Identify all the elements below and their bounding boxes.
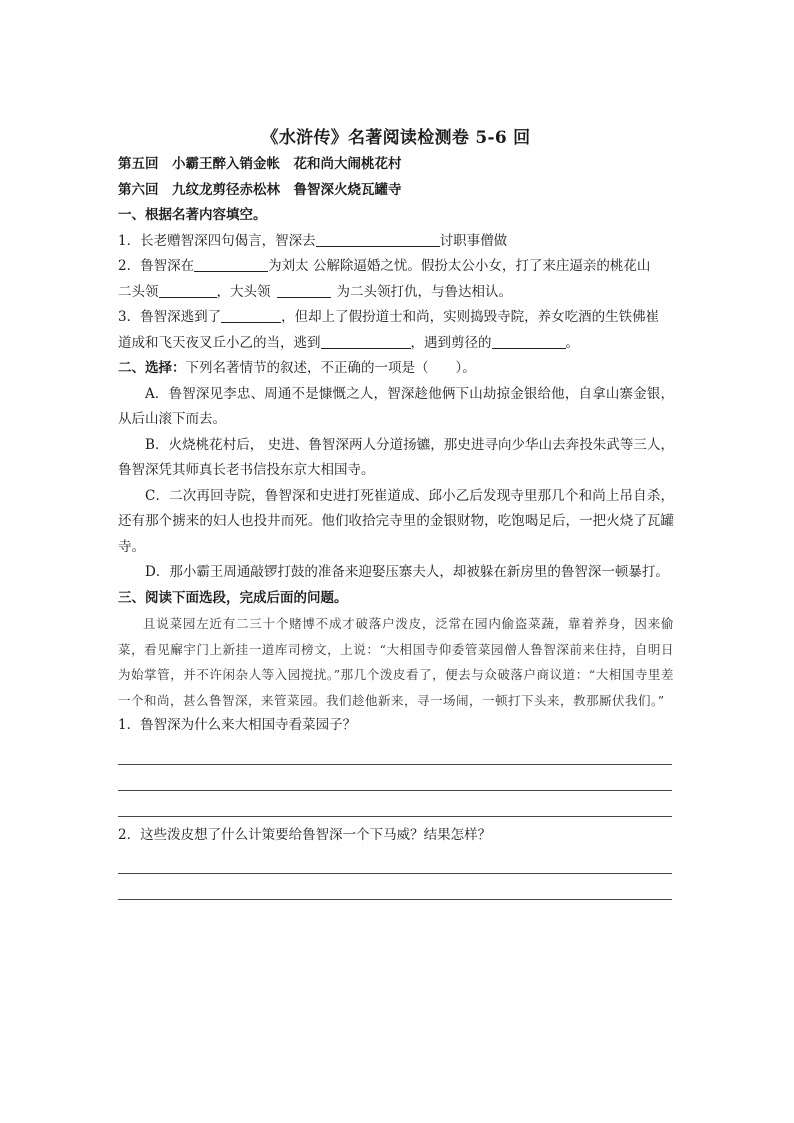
- worksheet-content: [118, 126, 674, 900]
- q1-2-text-d: ，大头领: [216, 283, 271, 300]
- q1-2-text-e: 为二头领打仇，与鲁达相认。: [336, 283, 512, 300]
- answer-line[interactable]: [118, 791, 672, 817]
- reading-passage: 且说菜园左近有二三十个赌博不成才破落户泼皮，泛常在园内偷盗菜蔬，靠着养身，因来偷菜，看见廨宇门上新挂一道库司榜文，上说：“大相国寺仰委管菜园僧人鲁智深前来住持，自明日为始掌管，并不许闲杂人等入园搅扰。”那几个泼皮看了，便去与众破落户商议道：“大相国寺里差一个和尚，甚么鲁智深，来管菜园。我们趁他新来，寻一场闹，一顿打下头来，教那厮伏我们。”: [118, 616, 674, 708]
- answer-blank[interactable]: [277, 282, 331, 298]
- answer-blank[interactable]: [492, 333, 566, 349]
- choice-option-b[interactable]: B．火烧桃花村后， 史进、鲁智深两人分道扬镳，那史进寻向少华山去奔投朱武等三人，鲁智深凭其师真长老书信投东京大相国寺。: [118, 436, 674, 478]
- q1-2-text-b: 为刘太 公解除逼婚之忧。假扮太公小女，打了来庄逼亲的桃花山: [268, 258, 651, 274]
- question-1-2-cont: [118, 280, 674, 306]
- q1-2-text-a: 2．鲁智深在: [118, 258, 195, 274]
- question-1-3: [118, 305, 674, 331]
- q1-1-text-a: 1．长老赠智深四句偈言，智深去: [118, 232, 316, 249]
- section-3-heading: 三、阅读下面选段，完成后面的问题。: [118, 589, 348, 606]
- page-title: 《水浒传》名著阅读检测卷 5-6 回: [261, 128, 531, 148]
- q1-3-text-c: 道成和飞天夜叉丘小乙的当，逃到: [118, 334, 321, 351]
- q1-3-text-a: 3．鲁智深逃到了: [118, 309, 222, 325]
- choice-option-a[interactable]: A．鲁智深见李忠、周通不是慷慨之人，智深趁他俩下山劫掠金银给他，自拿山寨金银，从后山滚下而去。: [118, 385, 674, 427]
- answer-blank[interactable]: [194, 256, 268, 272]
- q1-3-text-e: 。: [565, 334, 579, 351]
- answer-line[interactable]: [118, 874, 672, 900]
- section-2-prompt: 下列名著情节的叙述，不正确的一项是（ ）。: [185, 360, 476, 376]
- section-1-heading: 一、根据名著内容填空。: [118, 207, 267, 223]
- answer-blank[interactable]: [321, 333, 411, 349]
- chapter-5-heading: 第五回 小霸王醉入销金帐 花和尚大闹桃花村: [118, 156, 402, 172]
- q1-3-text-d: ，遇到剪径的: [410, 334, 492, 351]
- answer-line[interactable]: [118, 848, 672, 874]
- q1-3-text-b: ，但却上了假扮道士和尚，实则捣毁寺院，养女吃酒的生铁佛崔: [281, 309, 660, 325]
- question-1-3-cont: [118, 331, 674, 357]
- question-1-2: [118, 254, 674, 280]
- answer-blank[interactable]: [221, 307, 281, 323]
- choice-option-d[interactable]: D．那小霸王周通敲锣打鼓的准备来迎娶压寨夫人，却被躲在新房里的鲁智深一顿暴打。: [145, 564, 669, 580]
- question-1-1: [118, 229, 674, 255]
- choice-option-c[interactable]: C．二次再回寺院，鲁智深和史进打死崔道成、邱小乙后发现寺里那几个和尚上吊自杀，还有那个掳来的妇人也投井而死。他们收拾完寺里的金银财物，吃饱喝足后，一把火烧了瓦罐寺。: [118, 487, 674, 555]
- section-2-label: 二、选择：: [118, 360, 186, 376]
- answer-line[interactable]: [118, 739, 672, 765]
- chapter-6-heading: 第六回 九纹龙剪径赤松林 鲁智深火烧瓦罐寺: [118, 181, 402, 198]
- answer-line[interactable]: [118, 765, 672, 791]
- reading-question-2: 2．这些泼皮想了什么计策要给鲁智深一个下马威？结果怎样？: [118, 826, 492, 843]
- q1-1-text-b: 讨职事僧做: [439, 232, 508, 249]
- reading-question-1: 1．鲁智深为什么来大相国寺看菜园子？: [118, 717, 357, 733]
- answer-blank[interactable]: [159, 282, 217, 298]
- section-2-heading: [118, 356, 674, 382]
- answer-blank[interactable]: [316, 231, 440, 247]
- q1-2-text-c: 二头领: [118, 283, 159, 300]
